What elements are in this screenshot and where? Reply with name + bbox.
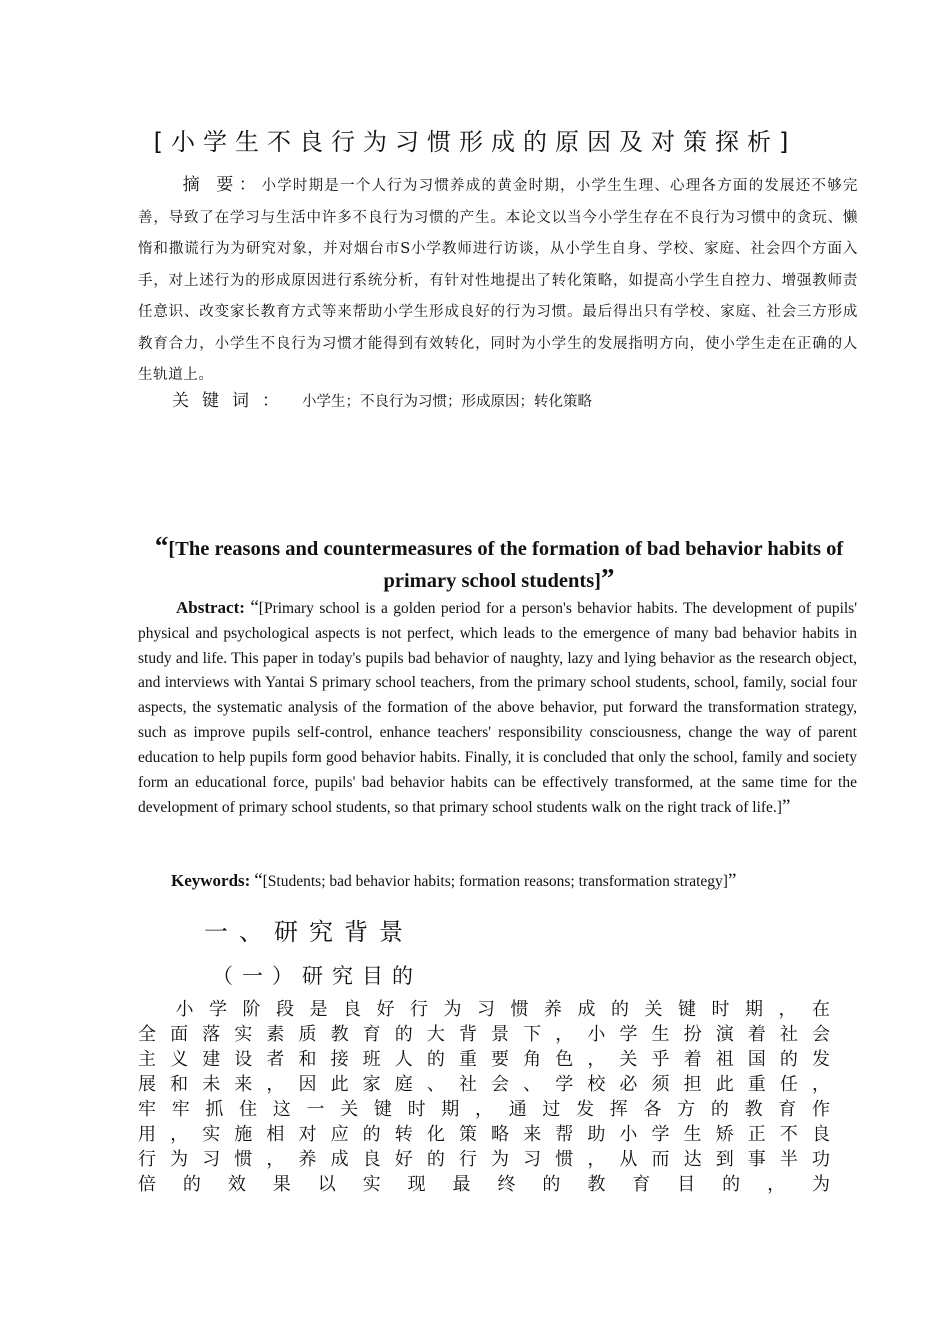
body-paragraph-text: 小学阶段是良好行为习惯养成的关键时期，在全面落实素质教育的大背景下，小学生扮演着社会主义建设者和接班人的重要角色，关乎着祖国的发展和未来，因此家庭、社会、学校必须担此重任，牢牢抓住这一关键时期，通过发挥各方的教育作用，实施相对应的转化策略来帮助小学生矫正不良行为习惯，养成良好的行为习惯，从而达到事半功倍的效果以实现最终的教育目的，为 [138,999,844,1195]
english-title-text: [The reasons and countermeasures of the formation of bad behavior habits of primary school students] [168,538,844,592]
english-keywords-close-quote: ” [727,870,737,891]
english-title-close-quote: ” [601,563,615,593]
english-abstract [138,596,857,821]
english-title [138,533,860,597]
body-paragraph [138,997,844,1197]
english-abstract-label: Abstract: [176,598,245,617]
chinese-abstract-label: 摘 要： [182,175,262,195]
chinese-abstract-text: 小学时期是一个人行为习惯养成的黄金时期，小学生生理、心理各方面的发展还不够完善，导致了在学习与生活中许多不良行为习惯的产生。本论文以当今小学生存在不良行为习惯中的贪玩、懒惰和撒谎行为为研究对象，并对烟台市S小学教师进行访谈，从小学生自身、学校、家庭、社会四个方面入手，对上述行为的形成原因进行系统分析，有针对性地提出了转化策略，如提高小学生自控力、增强教师责任意识、改变家长教育方式等来帮助小学生形成良好的行为习惯。最后得出只有学校、家庭、社会三方形成教育合力，小学生不良行为习惯才能得到有效转化，同时为小学生的发展指明方向，使小学生走在正确的人生轨道上。 [138,178,859,383]
section-heading: 一、研究背景 [204,918,414,946]
english-keywords-open-quote: “ [254,870,263,891]
english-title-open-quote: “ [154,531,169,561]
english-abstract-open-quote: “ [250,597,259,618]
english-keywords [171,869,736,894]
subsection-heading: （一）研究目的 [212,964,422,988]
chinese-keywords [172,389,592,414]
english-keywords-label: Keywords: [171,871,251,890]
chinese-keywords-label: 关键词： [172,391,292,411]
english-abstract-text: [Primary school is a golden period for a person's behavior habits. The development of pupils' physical and psychological aspects is not perfect, which leads to the emergence of many bad behavior habits in study and life. This paper in today's pupils bad behavior of naughty, lazy and lying behavior as the research object, and interviews with Yantai S primary school teachers, from the primary school students, school, family, social four aspects, the systematic analysis of the formation of the above behavior, put forward the transformation strategy, such as improve pupils self-control, enhance teachers' responsibility consciousness, change the way of parent education to help pupils form good behavior habits. Finally, it is concluded that only the school, family and society form an educational force, pupils' bad behavior habits can be effectively transformed, at the same time for the development of primary school students, so that primary school students walk on the right track of life.] [138,600,858,817]
chinese-keywords-text: 小学生；不良行为习惯；形成原因；转化策略 [302,394,592,410]
chinese-abstract [138,170,858,392]
english-keywords-text: [Students; bad behavior habits; formation reasons; transformation strategy] [262,873,728,890]
english-abstract-close-quote: ” [781,796,791,818]
chinese-title: [小学生不良行为习惯形成的原因及对策探析] [153,128,797,156]
